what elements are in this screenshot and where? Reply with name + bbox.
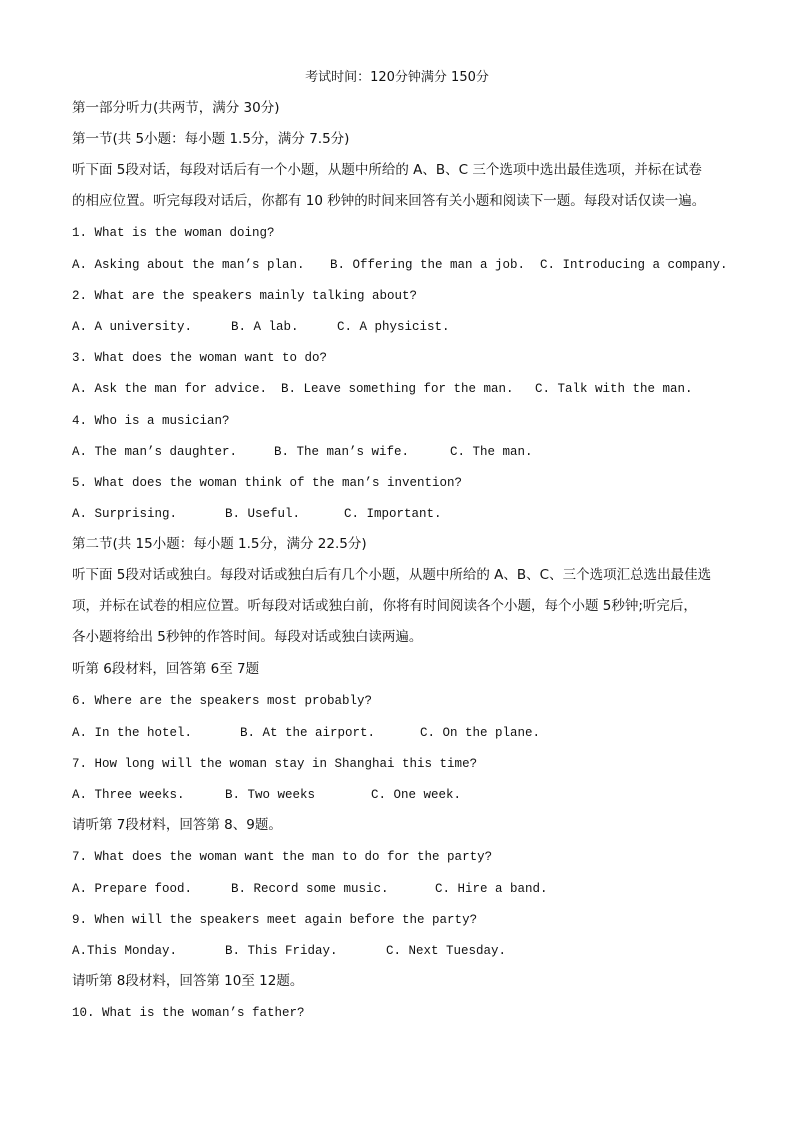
q1-option-b: B. Offering the man a job. [330, 258, 526, 272]
q3-option-a: A. Ask the man for advice. [72, 382, 268, 396]
q6-option-a: A. In the hotel. [72, 726, 193, 740]
material-8-label: 请听第 8段材料，回答第 10至 12题。 [72, 973, 304, 989]
q9-option-a: A.This Monday. [72, 944, 178, 958]
q9-option-c: C. Next Tuesday. [386, 944, 507, 958]
question-5: 5. What does the woman think of the man’s invention? [72, 476, 463, 490]
question-10: 10. What is the woman’s father? [72, 1006, 305, 1020]
q1-option-a: A. Asking about the man’s plan. [72, 258, 305, 272]
question-6: 6. Where are the speakers most probably? [72, 694, 373, 708]
section2-instructions-1: 听下面 5段对话或独白。每段对话或独白后有几个小题，从题中所给的 A、B、C、三个选项汇总选出最佳选 [72, 567, 712, 583]
q3-option-c: C. Talk with the man. [535, 382, 693, 396]
q1-option-c: C. Introducing a company. [540, 258, 728, 272]
q8-option-a: A. Prepare food. [72, 882, 193, 896]
q7-option-a: A. Three weeks. [72, 788, 185, 802]
q2-option-b: B. A lab. [231, 320, 299, 334]
question-9: 9. When will the speakers meet again before the party? [72, 913, 478, 927]
section1-heading: 第一节(共 5小题：每小题 1.5分，满分 7.5分) [72, 131, 350, 147]
q5-option-a: A. Surprising. [72, 507, 178, 521]
q9-option-b: B. This Friday. [225, 944, 338, 958]
q8-option-c: C. Hire a band. [435, 882, 548, 896]
section1-instructions-2: 的相应位置。听完每段对话后，你都有 10 秒钟的时间来回答有关小题和阅读下一题。每段对话仅读一遍。 [72, 193, 706, 209]
q6-option-c: C. On the plane. [420, 726, 541, 740]
exam-time-title: 考试时间：120分钟满分 150分 [305, 70, 489, 85]
section2-heading: 第二节(共 15小题：每小题 1.5分，满分 22.5分) [72, 536, 367, 552]
q2-option-a: A. A university. [72, 320, 193, 334]
q3-option-b: B. Leave something for the man. [281, 382, 514, 396]
q6-option-b: B. At the airport. [240, 726, 376, 740]
q2-option-c: C. A physicist. [337, 320, 450, 334]
section2-instructions-3: 各小题将给出 5秒钟的作答时间。每段对话或独白读两遍。 [72, 629, 423, 645]
section2-instructions-2: 项，并标在试卷的相应位置。听每段对话或独白前，你将有时间阅读各个小题，每个小题 5秒钟;听完后， [72, 598, 697, 614]
material-7-label: 请听第 7段材料，回答第 8、9题。 [72, 817, 282, 833]
q7-option-b: B. Two weeks [225, 788, 316, 802]
q4-option-a: A. The man’s daughter. [72, 445, 238, 459]
material-6-label: 听第 6段材料，回答第 6至 7题 [72, 661, 260, 677]
question-3: 3. What does the woman want to do? [72, 351, 328, 365]
question-1: 1. What is the woman doing? [72, 226, 275, 240]
q8-option-b: B. Record some music. [231, 882, 389, 896]
question-4: 4. Who is a musician? [72, 414, 230, 428]
question-2: 2. What are the speakers mainly talking about? [72, 289, 418, 303]
part1-heading: 第一部分听力(共两节，满分 30分) [72, 100, 280, 116]
q4-option-b: B. The man’s wife. [274, 445, 410, 459]
section1-instructions-1: 听下面 5段对话，每段对话后有一个小题，从题中所给的 A、B、C 三个选项中选出最佳选项，并标在试卷 [72, 162, 702, 178]
q4-option-c: C. The man. [450, 445, 533, 459]
question-7: 7. How long will the woman stay in Shanghai this time? [72, 757, 478, 771]
q7-option-c: C. One week. [371, 788, 462, 802]
question-8: 7. What does the woman want the man to do for the party? [72, 850, 493, 864]
q5-option-b: B. Useful. [225, 507, 301, 521]
q5-option-c: C. Important. [344, 507, 442, 521]
